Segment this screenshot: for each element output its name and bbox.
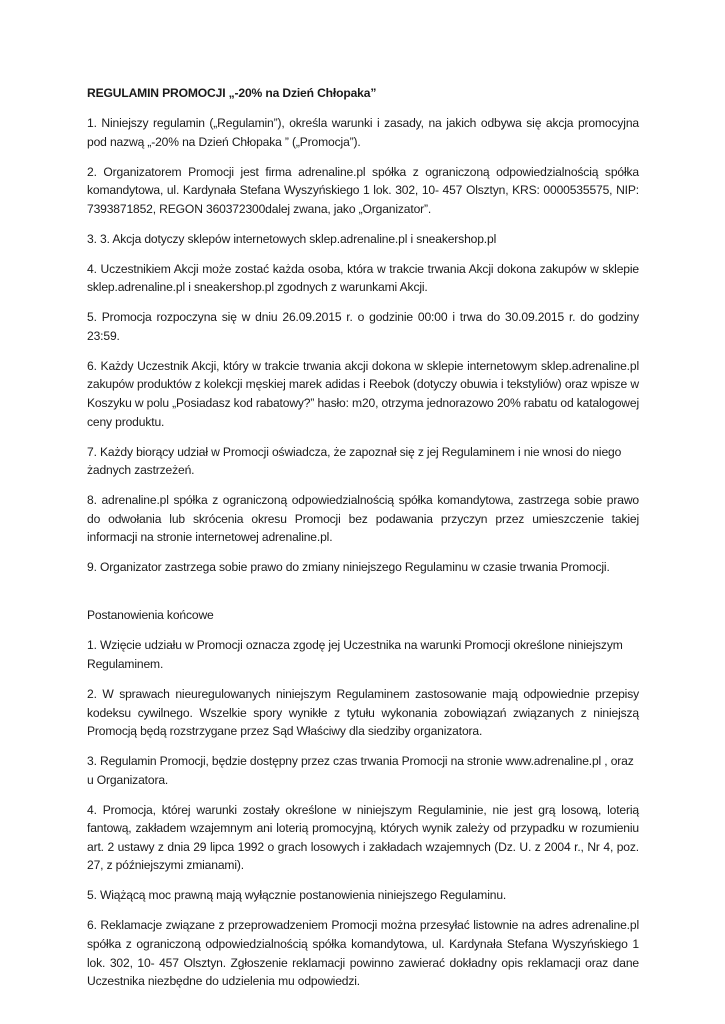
final-paragraph-1: 1. Wzięcie udziału w Promocji oznacza zgodę jej Uczestnika na warunki Promocji określone niniejszym Regulaminem.: [87, 638, 623, 671]
final-paragraph-4: 4. Promocja, której warunki zostały określone w niniejszym Regulaminie, nie jest grą losową, loterią fantową, zakładem wzajemnym ani loterią promocyjną, których wynik zależy od przypadku w rozumieniu art. 2 ustawy z dnia 29 lipca 1992 o grach losowych i zakładach wzajemnych (Dz. U. z 2004 r., Nr 4, poz. 27, z późniejszymi zmianami).: [87, 802, 639, 873]
final-paragraph-6: 6. Reklamacje związane z przeprowadzeniem Promocji można przesyłać listownie na adres adrenaline.pl spółka z ograniczoną odpowiedzialnością spółka komandytowa, ul. Kardynała Stefana Wyszyńskiego 1 lok. 302, 10- 457 Olsztyn. Zgłoszenie reklamacji powinno zawierać dokładny opis reklamacji oraz dane Uczestnika niezbędne do udzielenia mu odpowiedzi.: [87, 918, 639, 989]
paragraph-4: 4. Uczestnikiem Akcji może zostać każda osoba, która w trakcie trwania Akcji dokona zakupów w sklepie sklep.adrenaline.pl i sneakershop.pl zgodnych z warunkami Akcji.: [87, 261, 639, 295]
paragraph-3: 3. 3. Akcja dotyczy sklepów internetowych sklep.adrenaline.pl i sneakershop.pl: [87, 231, 497, 246]
section-spacer: [87, 588, 639, 606]
paragraph-1: 1. Niniejszy regulamin („Regulamin”), określa warunki i zasady, na jakich odbywa się akcja promocyjna pod nazwą „-20% na Dzień Chłopaka ” („Promocja”).: [87, 115, 639, 149]
paragraph-8: 8. adrenaline.pl spółka z ograniczoną odpowiedzialnością spółka komandytowa, zastrzega sobie prawo do odwołania lub skrócenia okresu Promocji bez podawania przyczyn przez umieszczenie takiej informacji na stronie internetowej adrenaline.pl.: [87, 493, 639, 545]
final-paragraph-2: 2. W sprawach nieuregulowanych niniejszym Regulaminem zastosowanie mają odpowiednie przepisy kodeksu cywilnego. Wszelkie spory wynikłe z tytułu wykonania zobowiązań związanych z niniejszą Promocją będą rozstrzygane przez Sąd Właściwy dla siedziby organizatora.: [87, 686, 639, 739]
paragraph-6: 6. Każdy Uczestnik Akcji, który w trakcie trwania akcji dokona w sklepie internetowym sklep.adrenaline.pl zakupów produktów z kolekcji męskiej marek adidas i Reebok (dotyczy obuwia i tekstyliów) oraz wpisze w Koszyku w polu „Posiadasz kod rabatowy?” hasło: m20, otrzyma jednorazowo 20% rabatu od katalogowej ceny produktu.: [87, 358, 639, 429]
paragraph-2: 2. Organizatorem Promocji jest firma adrenaline.pl spółka z ograniczoną odpowiedzialnością spółka komandytowa, ul. Kardynała Stefana Wyszyńskiego 1 lok. 302, 10- 457 Olsztyn, KRS: 0000535575, NIP: 7393871852, REGON 360372300dalej zwana, jako „Organizator”.: [87, 164, 639, 216]
document-body: [87, 84, 639, 1002]
final-paragraph-3: 3. Regulamin Promocji, będzie dostępny przez czas trwania Promocji na stronie www.adrenaline.pl , oraz u Organizatora.: [87, 754, 634, 787]
paragraph-5: 5. Promocja rozpoczyna się w dniu 26.09.2015 r. o godzinie 00:00 i trwa do 30.09.2015 r. do godziny 23:59.: [87, 310, 639, 343]
paragraph-7: 7. Każdy biorący udział w Promocji oświadcza, że zapoznał się z jej Regulaminem i nie wnosi do niego żadnych zastrzeżeń.: [87, 444, 622, 478]
paragraph-9: 9. Organizator zastrzega sobie prawo do zmiany niniejszego Regulaminu w czasie trwania Promocji.: [87, 560, 610, 575]
final-paragraph-5: 5. Wiążącą moc prawną mają wyłącznie postanowienia niniejszego Regulaminu.: [87, 888, 507, 903]
final-provisions-heading: Postanowienia końcowe: [87, 608, 214, 623]
document-title: REGULAMIN PROMOCJI „-20% na Dzień Chłopaka”: [87, 86, 377, 100]
